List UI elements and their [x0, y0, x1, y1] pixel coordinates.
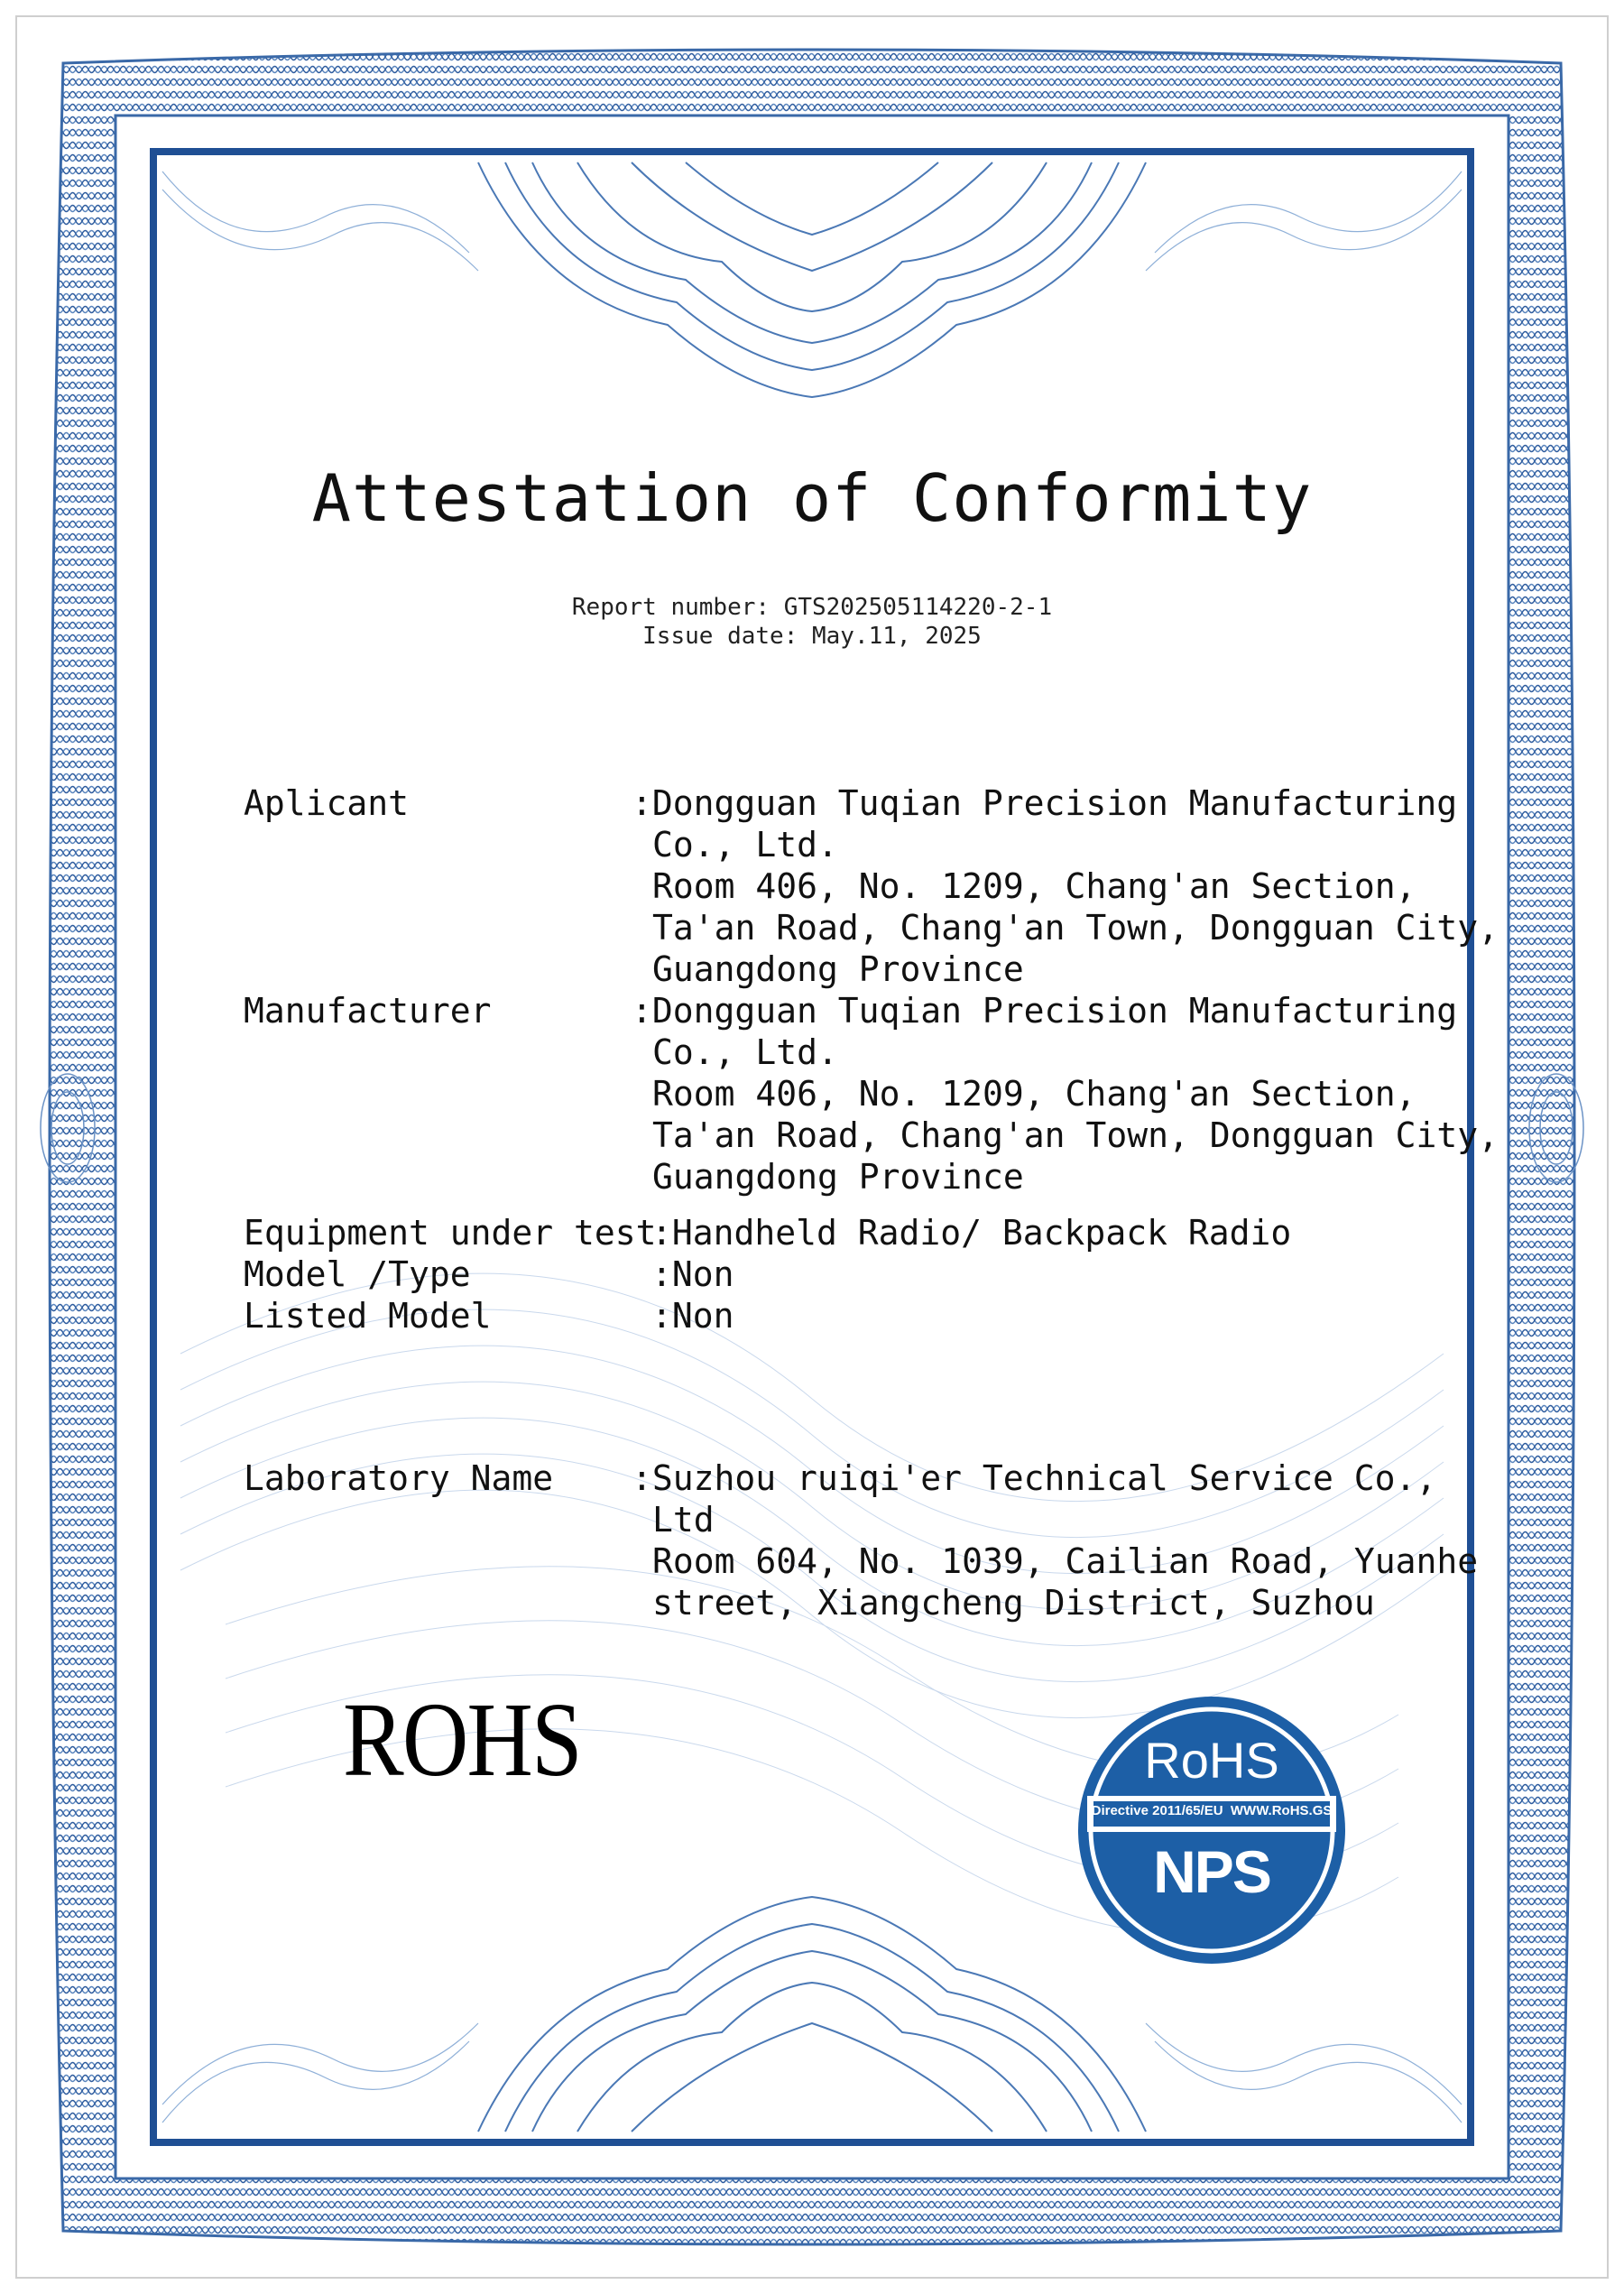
applicant-line-5: Guangdong Province	[652, 949, 1024, 989]
laboratory-label: Laboratory Name	[244, 1458, 554, 1498]
listed-model-value: :Non	[651, 1296, 734, 1336]
manufacturer-line-1: :Dongguan Tuqian Precision Manufacturing	[632, 991, 1458, 1031]
laboratory-line-1: :Suzhou ruiqi'er Technical Service Co.,	[632, 1458, 1437, 1498]
issue-date: Issue date: May.11, 2025	[642, 623, 982, 650]
seal-top-text: RoHS	[1144, 1732, 1279, 1789]
applicant-label: Aplicant	[244, 783, 410, 823]
model-type-label: Model /Type	[244, 1254, 471, 1294]
model-type-value: :Non	[651, 1254, 734, 1294]
seal-bottom-text: NPS	[1153, 1838, 1270, 1905]
laboratory-line-3: Room 604, No. 1039, Cailian Road, Yuanhe	[652, 1541, 1479, 1581]
manufacturer-line-5: Guangdong Province	[652, 1157, 1024, 1197]
manufacturer-line-3: Room 406, No. 1209, Chang'an Section,	[652, 1074, 1416, 1114]
report-number: Report number: GTS202505114220-2-1	[571, 594, 1053, 621]
equipment-label: Equipment under test	[244, 1213, 657, 1253]
rohs-mark-text: ROHS	[343, 1680, 581, 1799]
laboratory-line-2: Ltd	[652, 1500, 715, 1540]
manufacturer-label: Manufacturer	[244, 991, 492, 1031]
document-title: Attestation of Conformity	[311, 460, 1313, 536]
manufacturer-line-4: Ta'an Road, Chang'an Town, Dongguan City,	[652, 1115, 1499, 1155]
seal-band-text: Directive 2011/65/EU WWW.RoHS.GS	[1091, 1803, 1333, 1818]
applicant-line-4: Ta'an Road, Chang'an Town, Dongguan City,	[652, 908, 1499, 948]
applicant-line-3: Room 406, No. 1209, Chang'an Section,	[652, 866, 1416, 906]
listed-model-label: Listed Model	[244, 1296, 492, 1336]
applicant-line-2: Co., Ltd.	[652, 825, 838, 865]
laboratory-line-4: street, Xiangcheng District, Suzhou	[652, 1583, 1375, 1623]
manufacturer-line-2: Co., Ltd.	[652, 1032, 838, 1072]
applicant-line-1: :Dongguan Tuqian Precision Manufacturing	[632, 783, 1458, 823]
equipment-value: :Handheld Radio/ Backpack Radio	[651, 1213, 1292, 1253]
